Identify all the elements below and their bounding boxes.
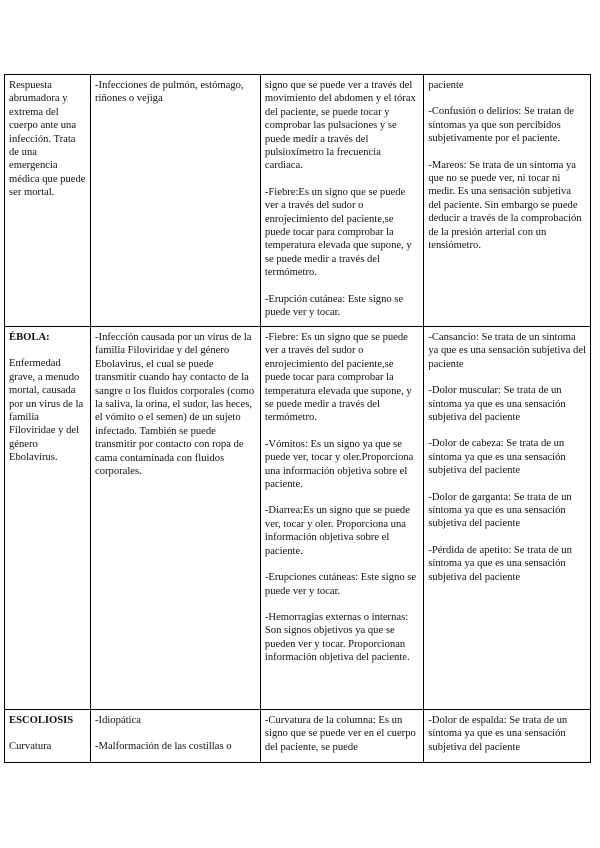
symptom-item: -Dolor de cabeza: Se trata de un síntoma ya que es una sensación subjetiva del paciente bbox=[428, 438, 566, 477]
disease-title: ÉBOLA: bbox=[9, 332, 50, 343]
cause-item: -Infecciones de pulmón, estómago, riñones o vejiga bbox=[95, 80, 244, 105]
sign-item: -Curvatura de la columna: Es un signo que se puede ver en el cuerpo del paciente, se puede bbox=[264, 715, 416, 753]
table-row bbox=[5, 75, 591, 327]
disease-cell bbox=[5, 710, 91, 763]
symptom-item: -Dolor muscular: Se trata de un síntoma ya que es una sensación subjetiva del paciente bbox=[428, 385, 566, 424]
disease-cell bbox=[5, 75, 91, 327]
cause-item: -Infección causada por un virus de la familia Filoviridae y del género Ebolavirus, el cual se puede transmitir cuando hay contacto de la sangre o los fluidos corporales (como la saliva, la orina, el sudor, las heces, el vómito o el semen) de un sujeto infectado. También se puede transmitir por contacto con ropa de cama contaminada con fluidos corporales. bbox=[95, 332, 255, 478]
symptom-item: -Confusión o delirios: Se tratan de síntomas ya que son percibidos subjetivamente por el paciente. bbox=[428, 106, 574, 145]
sign-item: -Hemorragias externas o internas: Son signos objetivos ya que se pueden ver y tocar. Proporcionan información objetiva del paciente. bbox=[264, 611, 410, 664]
sign-item: -Vómitos: Es un signo ya que se puede ver, tocar y oler.Proporciona una información objetiva sobre el paciente. bbox=[264, 438, 414, 491]
sign-item: -Diarrea:Es un signo que se puede ver, tocar y oler. Proporciona una información objetiva sobre el paciente. bbox=[264, 505, 410, 557]
disease-description: Enfermedad grave, a menudo mortal, causada por un virus de la familia Filoviridae y del género Ebolavirus. bbox=[9, 358, 84, 464]
causes-cell bbox=[91, 327, 261, 710]
symptom-item: -Dolor de garganta: Se trata de un síntoma ya que es una sensación subjetiva del paciente bbox=[428, 491, 572, 530]
cause-item: -Malformación de las costillas o bbox=[95, 741, 232, 753]
signs-cell bbox=[260, 327, 423, 710]
disease-description: Curvatura bbox=[9, 741, 52, 753]
symptom-item: -Mareos: Se trata de un síntoma ya que no se puede ver, ni tocar ni medir. Es una sensación subjetiva del paciente. Sin embargo se puede deducir a través de la comprobación de la presión arterial con un tensiómetro. bbox=[428, 159, 582, 252]
disease-cell bbox=[5, 327, 91, 710]
symptoms-cell bbox=[424, 327, 591, 710]
signs-cell bbox=[260, 75, 423, 327]
symptom-item: -Dolor de espalda: Se trata de un síntoma ya que es una sensación subjetiva del paciente bbox=[428, 715, 568, 753]
disease-description: Respuesta abrumadora y extrema del cuerpo ante una infección. Trata de una emergencia médica que puede ser mortal. bbox=[9, 80, 86, 199]
signs-cell bbox=[260, 710, 423, 763]
table-row bbox=[5, 327, 591, 710]
sign-item: -Fiebre:Es un signo que se puede ver a través del sudor o enrojecimiento del paciente,se puede tocar para comprobar la temperatura elevada que supone, y se puede medir a través del termómetro. bbox=[264, 186, 412, 279]
sign-item: -Erupciones cutáneas: Este signo se puede ver y tocar. bbox=[264, 572, 417, 597]
sign-item: signo que se puede ver a través del movimiento del abdomen y el tórax del paciente, se puede tocar y comprobar las pulsaciones y se puede medir a través del pulsioxímetro la frecuencia cardiaca. bbox=[264, 80, 416, 172]
symptoms-cell bbox=[424, 710, 591, 763]
symptom-item: -Cansancio: Se trata de un síntoma ya que es una sensación subjetiva del paciente bbox=[428, 332, 586, 370]
sign-item: -Erupción cutánea: Este signo se puede ver y tocar. bbox=[264, 293, 404, 319]
table-row bbox=[5, 710, 591, 763]
disease-title: ESCOLIOSIS bbox=[9, 715, 74, 726]
symptom-item: paciente bbox=[428, 80, 464, 91]
causes-cell bbox=[91, 75, 261, 327]
symptom-item: -Pérdida de apetito: Se trata de un síntoma ya que es una sensación subjetiva del paciente bbox=[428, 544, 572, 583]
disease-table bbox=[4, 74, 591, 763]
cause-item: -Idiopática bbox=[95, 715, 141, 726]
symptoms-cell bbox=[424, 75, 591, 327]
causes-cell bbox=[91, 710, 261, 763]
sign-item: -Fiebre: Es un signo que se puede ver a través del sudor o enrojecimiento del paciente,se puede tocar para comprobar la temperatura elevada que supone, y se puede medir a través del termómetro. bbox=[264, 332, 412, 424]
